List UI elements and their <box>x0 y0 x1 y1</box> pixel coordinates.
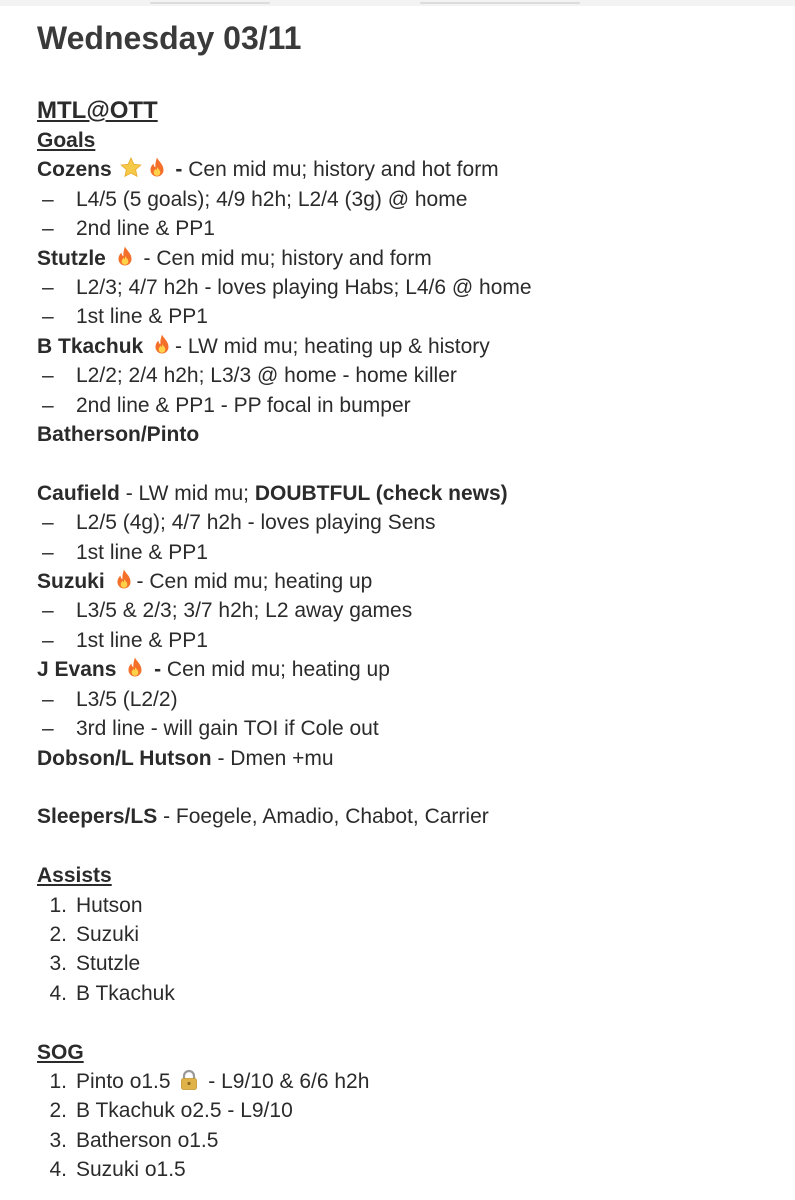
player-line: B Tkachuk - LW mid mu; heating up & history <box>37 334 490 358</box>
list-item: 4. B Tkachuk <box>49 981 175 1005</box>
fire-icon <box>113 245 137 269</box>
list-item: 1. Pinto o1.5 - L9/10 & 6/6 h2h <box>49 1069 370 1093</box>
note-line: – 1st line & PP1 <box>42 628 208 652</box>
sog-heading: SOG <box>37 1040 84 1064</box>
list-item: 2. Suzuki <box>49 922 140 946</box>
note-line: – 1st line & PP1 <box>42 540 208 564</box>
player-name: B Tkachuk <box>37 334 144 358</box>
spacer <box>37 449 787 478</box>
note-line: – 1st line & PP1 <box>42 305 208 329</box>
note-line: – L3/5 & 2/3; 3/7 h2h; L2 away games <box>42 599 413 623</box>
note-line: – L3/5 (L2/2) <box>42 687 178 711</box>
fire-icon <box>145 156 169 180</box>
player-name: Batherson/Pinto <box>37 423 200 447</box>
note-line: – 2nd line & PP1 <box>42 217 215 241</box>
player-name: Caufield <box>37 481 120 505</box>
star-icon <box>119 156 143 180</box>
spacer <box>37 773 787 802</box>
spacer <box>37 832 787 861</box>
fire-icon <box>112 568 136 592</box>
player-line: Dobson/L Hutson - Dmen +mu <box>37 746 334 770</box>
player-line: Caufield - LW mid mu; DOUBTFUL (check news) <box>37 481 508 505</box>
goals-heading: Goals <box>37 129 96 152</box>
game-heading: MTL@OTT <box>37 97 158 124</box>
spacer <box>37 1008 787 1037</box>
player-name: J Evans <box>37 658 117 682</box>
top-bar <box>0 0 795 6</box>
note-line: – 3rd line - will gain TOI if Cole out <box>42 717 379 741</box>
sleepers-label: Sleepers/LS <box>37 805 158 829</box>
note-body[interactable] <box>37 18 787 1185</box>
player-name: Suzuki <box>37 570 105 594</box>
lock-icon <box>177 1068 201 1092</box>
player-line <box>37 420 787 449</box>
fire-icon <box>123 656 147 680</box>
assists-heading: Assists <box>37 864 112 888</box>
list-item: 3. Stutzle <box>49 952 141 976</box>
player-name: Stutzle <box>37 246 106 270</box>
player-line: Stutzle - Cen mid mu; history and form <box>37 246 432 270</box>
note-line: – L4/5 (5 goals); 4/9 h2h; L2/4 (3g) @ home <box>42 187 468 211</box>
list-item: 3. Batherson o1.5 <box>49 1128 219 1152</box>
player-line: Cozens - Cen mid mu; history and hot form <box>37 158 499 182</box>
status-alert: DOUBTFUL (check news) <box>254 481 508 505</box>
player-line: J Evans - Cen mid mu; heating up <box>37 658 390 682</box>
note-line: – L2/5 (4g); 4/7 h2h - loves playing Sens <box>42 511 436 535</box>
list-item: 1. Hutson <box>49 893 143 917</box>
list-item: 4. Suzuki o1.5 <box>49 1158 186 1182</box>
player-name: Dobson/L Hutson <box>37 746 212 770</box>
note-line: – L2/3; 4/7 h2h - loves playing Habs; L4/6 @ home <box>42 276 532 300</box>
player-line: Suzuki - Cen mid mu; heating up <box>37 570 373 594</box>
sleepers-line: Sleepers/LS - Foegele, Amadio, Chabot, Carrier <box>37 805 489 829</box>
player-name: Cozens <box>37 158 112 182</box>
fire-icon <box>150 333 174 357</box>
note-line: – 2nd line & PP1 - PP focal in bumper <box>42 393 411 417</box>
list-item: 2. B Tkachuk o2.5 - L9/10 <box>49 1099 293 1123</box>
note-line: – L2/2; 2/4 h2h; L3/3 @ home - home killer <box>42 364 457 388</box>
note-title: Wednesday 03/11 <box>37 20 302 56</box>
